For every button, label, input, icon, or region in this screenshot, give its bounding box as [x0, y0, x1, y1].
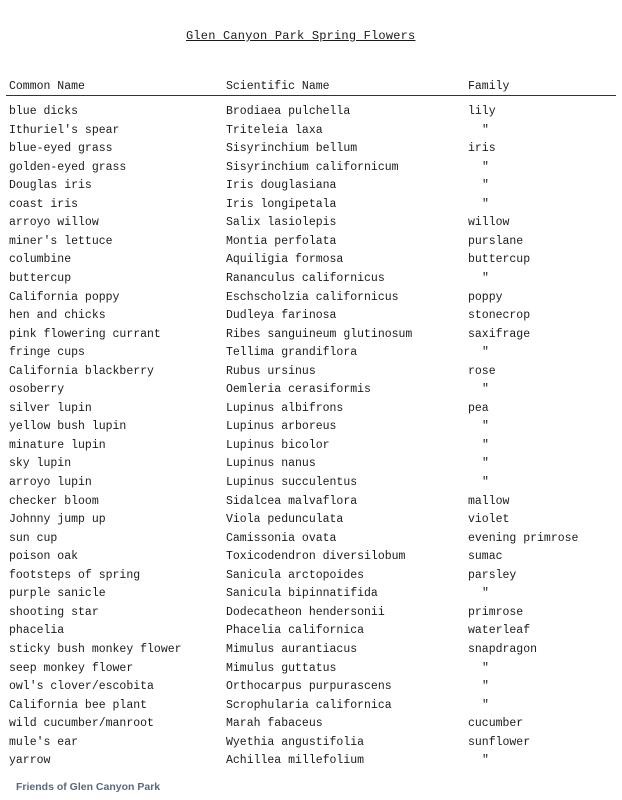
scientific-name-cell: Ribes sanguineum glutinosum	[226, 328, 413, 341]
common-name-cell: phacelia	[9, 624, 65, 637]
family-cell: "	[482, 383, 489, 396]
family-cell: purslane	[468, 235, 524, 248]
scientific-name-cell: Sanicula arctopoides	[226, 569, 365, 582]
common-name-cell: silver lupin	[9, 402, 92, 415]
column-headers	[0, 80, 622, 96]
table-row	[0, 587, 622, 605]
common-name-cell: poison oak	[9, 550, 79, 563]
common-name-cell: minature lupin	[9, 439, 106, 452]
table-row	[0, 291, 622, 309]
table-row	[0, 328, 622, 346]
table-row	[0, 606, 622, 624]
scientific-name-cell: Viola pedunculata	[226, 513, 344, 526]
family-cell: iris	[468, 142, 496, 155]
family-cell: "	[482, 161, 489, 174]
table-row	[0, 569, 622, 587]
common-name-cell: shooting star	[9, 606, 99, 619]
table-row	[0, 699, 622, 717]
family-cell: snapdragon	[468, 643, 538, 656]
common-name-cell: owl's clover/escobita	[9, 680, 154, 693]
common-name-cell: sticky bush monkey flower	[9, 643, 182, 656]
family-cell: mallow	[468, 495, 510, 508]
scientific-name-cell: Mimulus aurantiacus	[226, 643, 358, 656]
common-name-cell: columbine	[9, 253, 72, 266]
table-row	[0, 402, 622, 420]
scientific-name-cell: Sisyrinchium californicum	[226, 161, 399, 174]
common-name-cell: yellow bush lupin	[9, 420, 127, 433]
table-row	[0, 457, 622, 475]
table-row	[0, 736, 622, 754]
family-cell: stonecrop	[468, 309, 531, 322]
scientific-name-cell: Toxicodendron diversilobum	[226, 550, 406, 563]
table-row	[0, 513, 622, 531]
scientific-name-cell: Lupinus succulentus	[226, 476, 358, 489]
scientific-name-cell: Iris longipetala	[226, 198, 337, 211]
common-name-cell: fringe cups	[9, 346, 85, 359]
scientific-name-cell: Brodiaea pulchella	[226, 105, 351, 118]
table-row	[0, 754, 622, 772]
family-cell: poppy	[468, 291, 503, 304]
table-row	[0, 439, 622, 457]
table-row	[0, 643, 622, 661]
common-name-cell: coast iris	[9, 198, 79, 211]
scientific-name-cell: Lupinus arboreus	[226, 420, 337, 433]
common-name-cell: sun cup	[9, 532, 58, 545]
common-name-cell: California poppy	[9, 291, 120, 304]
common-name-cell: seep monkey flower	[9, 662, 134, 675]
scientific-name-cell: Sanicula bipinnatifida	[226, 587, 378, 600]
table-row	[0, 532, 622, 550]
scientific-name-cell: Tellima grandiflora	[226, 346, 358, 359]
common-name-cell: California blackberry	[9, 365, 154, 378]
family-cell: willow	[468, 216, 510, 229]
family-cell: "	[482, 699, 489, 712]
table-row	[0, 346, 622, 364]
scientific-name-cell: Phacelia californica	[226, 624, 365, 637]
scientific-name-cell: Sisyrinchium bellum	[226, 142, 358, 155]
family-cell: "	[482, 272, 489, 285]
family-cell: "	[482, 587, 489, 600]
scientific-name-cell: Iris douglasiana	[226, 179, 337, 192]
table-row	[0, 272, 622, 290]
scientific-name-cell: Wyethia angustifolia	[226, 736, 365, 749]
common-name-cell: Douglas iris	[9, 179, 92, 192]
header-family: Family	[468, 80, 510, 93]
scientific-name-cell: Lupinus albifrons	[226, 402, 344, 415]
common-name-cell: miner's lettuce	[9, 235, 113, 248]
table-row	[0, 420, 622, 438]
scientific-name-cell: Rubus ursinus	[226, 365, 316, 378]
scientific-name-cell: Achillea millefolium	[226, 754, 365, 767]
common-name-cell: California bee plant	[9, 699, 148, 712]
page-title: Glen Canyon Park Spring Flowers	[186, 29, 416, 43]
family-cell: violet	[468, 513, 510, 526]
common-name-cell: footsteps of spring	[9, 569, 141, 582]
family-cell: saxifrage	[468, 328, 531, 341]
common-name-cell: purple sanicle	[9, 587, 106, 600]
table-row	[0, 476, 622, 494]
table-row	[0, 680, 622, 698]
common-name-cell: osoberry	[9, 383, 65, 396]
common-name-cell: arroyo lupin	[9, 476, 92, 489]
scientific-name-cell: Dodecatheon hendersonii	[226, 606, 385, 619]
table-row	[0, 216, 622, 234]
common-name-cell: yarrow	[9, 754, 51, 767]
family-cell: "	[482, 124, 489, 137]
table-row	[0, 142, 622, 160]
common-name-cell: checker bloom	[9, 495, 99, 508]
scientific-name-cell: Aquiligia formosa	[226, 253, 344, 266]
family-cell: "	[482, 457, 489, 470]
scientific-name-cell: Scrophularia californica	[226, 699, 392, 712]
scientific-name-cell: Salix lasiolepis	[226, 216, 337, 229]
table-row	[0, 717, 622, 735]
common-name-cell: Johnny jump up	[9, 513, 106, 526]
common-name-cell: pink flowering currant	[9, 328, 161, 341]
header-scientific-name: Scientific Name	[226, 80, 330, 93]
scientific-name-cell: Camissonia ovata	[226, 532, 337, 545]
scientific-name-cell: Sidalcea malvaflora	[226, 495, 358, 508]
table-row	[0, 309, 622, 327]
family-cell: primrose	[468, 606, 524, 619]
family-cell: sunflower	[468, 736, 531, 749]
family-cell: "	[482, 439, 489, 452]
family-cell: waterleaf	[468, 624, 531, 637]
common-name-cell: mule's ear	[9, 736, 79, 749]
scientific-name-cell: Lupinus bicolor	[226, 439, 330, 452]
scientific-name-cell: Triteleia laxa	[226, 124, 323, 137]
family-cell: cucumber	[468, 717, 524, 730]
family-cell: "	[482, 346, 489, 359]
common-name-cell: wild cucumber/manroot	[9, 717, 154, 730]
family-cell: parsley	[468, 569, 517, 582]
family-cell: rose	[468, 365, 496, 378]
table-row	[0, 365, 622, 383]
table-row	[0, 124, 622, 142]
table-row	[0, 624, 622, 642]
scientific-name-cell: Rananculus californicus	[226, 272, 385, 285]
scientific-name-cell: Dudleya farinosa	[226, 309, 337, 322]
common-name-cell: buttercup	[9, 272, 72, 285]
family-cell: "	[482, 680, 489, 693]
table-row	[0, 105, 622, 123]
common-name-cell: blue dicks	[9, 105, 79, 118]
table-row	[0, 198, 622, 216]
header-common-name: Common Name	[9, 80, 85, 93]
scientific-name-cell: Oemleria cerasiformis	[226, 383, 371, 396]
scientific-name-cell: Orthocarpus purpurascens	[226, 680, 392, 693]
table-row	[0, 179, 622, 197]
family-cell: "	[482, 754, 489, 767]
table-row	[0, 235, 622, 253]
common-name-cell: hen and chicks	[9, 309, 106, 322]
scientific-name-cell: Mimulus guttatus	[226, 662, 337, 675]
table-row	[0, 161, 622, 179]
family-cell: lily	[468, 105, 496, 118]
footer-credit: Friends of Glen Canyon Park	[16, 781, 161, 793]
table-row	[0, 383, 622, 401]
family-cell: pea	[468, 402, 489, 415]
table-row	[0, 495, 622, 513]
table-row	[0, 253, 622, 271]
family-cell: "	[482, 198, 489, 211]
family-cell: "	[482, 420, 489, 433]
family-cell: buttercup	[468, 253, 531, 266]
common-name-cell: Ithuriel's spear	[9, 124, 120, 137]
header-divider	[6, 95, 616, 96]
scientific-name-cell: Eschscholzia californicus	[226, 291, 399, 304]
common-name-cell: arroyo willow	[9, 216, 99, 229]
scientific-name-cell: Lupinus nanus	[226, 457, 316, 470]
family-cell: "	[482, 662, 489, 675]
family-cell: sumac	[468, 550, 503, 563]
scientific-name-cell: Marah fabaceus	[226, 717, 323, 730]
family-cell: "	[482, 179, 489, 192]
common-name-cell: sky lupin	[9, 457, 72, 470]
family-cell: "	[482, 476, 489, 489]
scientific-name-cell: Montia perfolata	[226, 235, 337, 248]
table-row	[0, 550, 622, 568]
table-row	[0, 662, 622, 680]
common-name-cell: golden-eyed grass	[9, 161, 127, 174]
family-cell: evening primrose	[468, 532, 579, 545]
common-name-cell: blue-eyed grass	[9, 142, 113, 155]
